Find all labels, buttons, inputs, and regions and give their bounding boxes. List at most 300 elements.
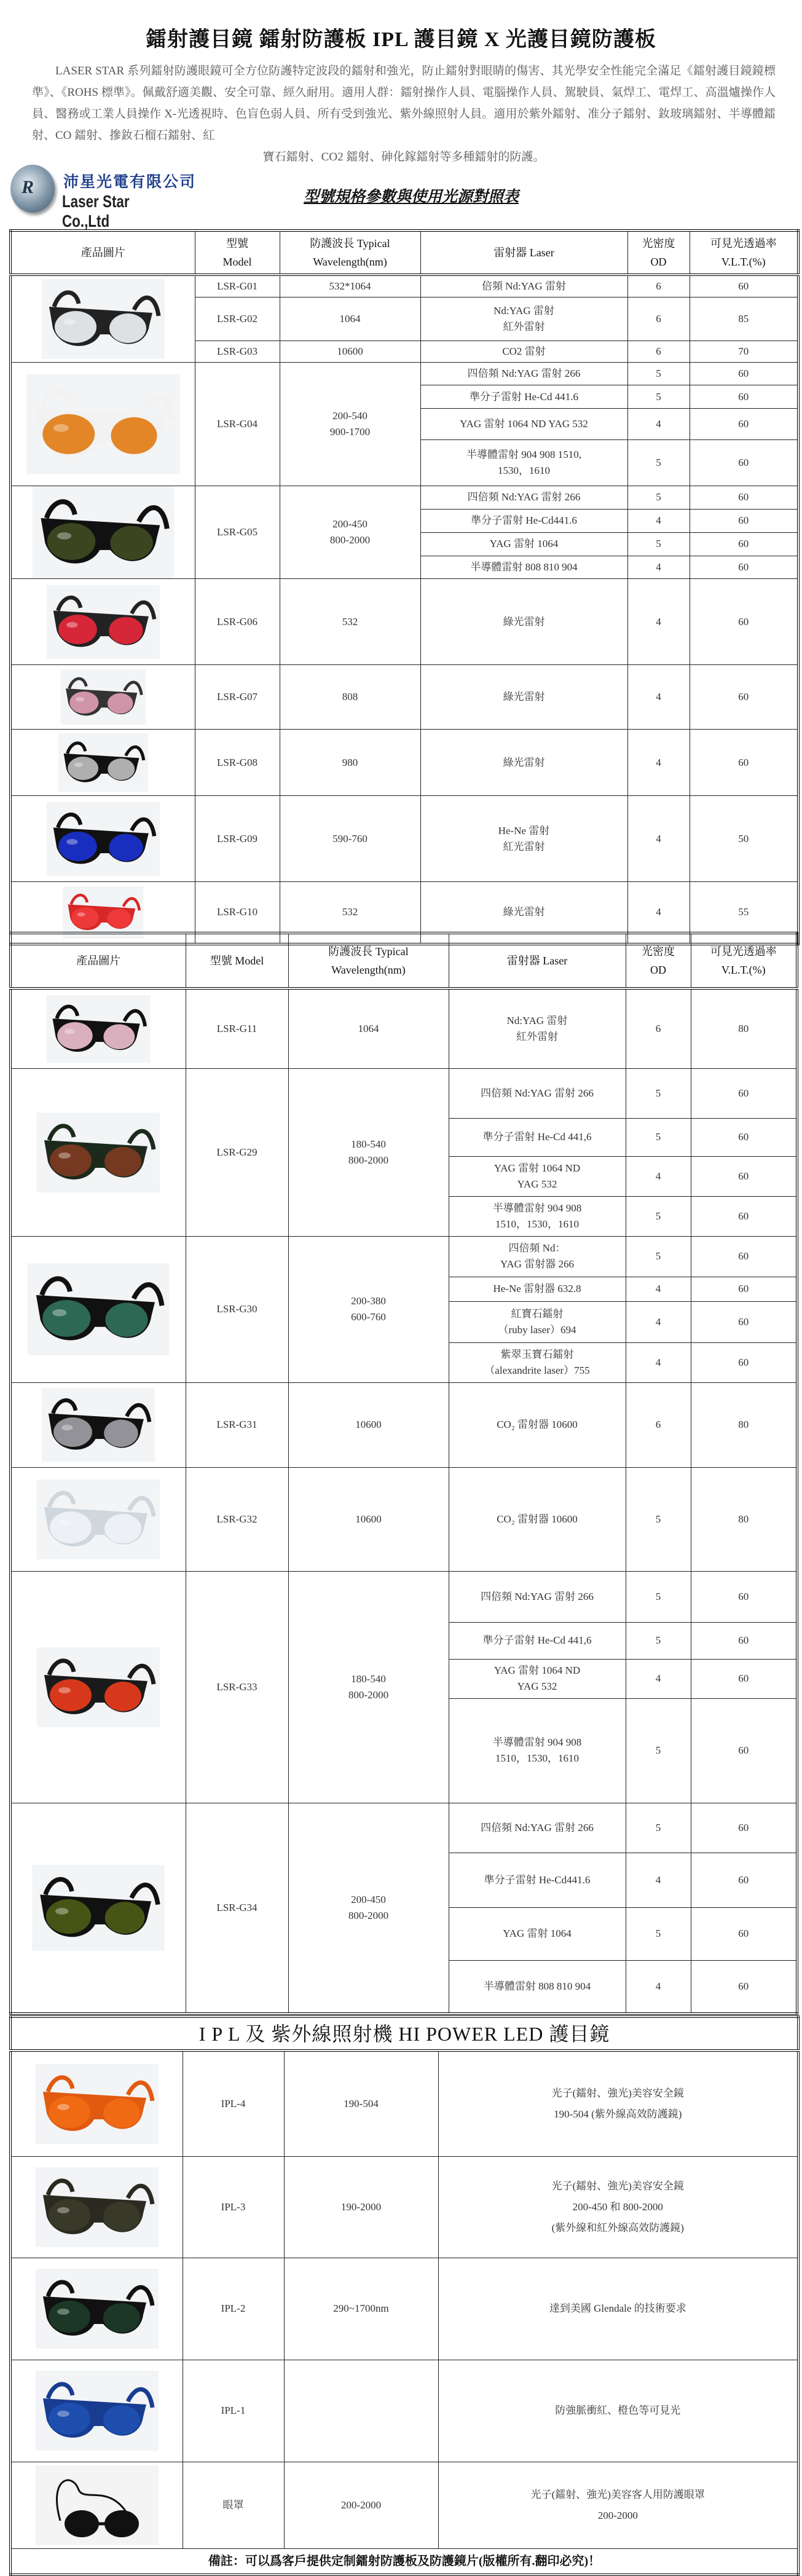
product-image — [14, 995, 184, 1063]
laser-cell — [420, 796, 627, 882]
model-cell — [183, 2050, 284, 2156]
vlt-cell — [691, 1803, 797, 1853]
vlt-cell — [690, 275, 798, 297]
model-number: IPL-3 — [221, 2200, 246, 2213]
header-laser — [449, 933, 626, 988]
text-line: 準分子雷射 He-Cd 441.6 — [469, 390, 579, 403]
laser-cell — [420, 409, 627, 439]
company-name-en: Laser Star Co.,Ltd — [62, 192, 130, 230]
intro-last-line: 寶石鐳射、CO2 鐳射、砷化鎵鐳射等多種鐳射的防護。 — [262, 151, 545, 163]
table-row — [10, 2258, 798, 2360]
table-row — [10, 275, 798, 297]
product-image — [14, 1865, 184, 1951]
text-line: 1530，1610 — [498, 464, 550, 476]
od-cell — [627, 409, 690, 439]
vlt-value: 60 — [738, 390, 749, 403]
od-value: 4 — [656, 691, 661, 703]
vlt-cell — [691, 1342, 797, 1382]
text-line: Wavelength(nm) — [313, 256, 387, 268]
wavelength-value: 190-2000 — [340, 2200, 382, 2213]
ipl-table — [9, 2015, 800, 2576]
od-value: 4 — [656, 906, 661, 918]
model-number: LSR-G08 — [216, 756, 258, 768]
text-line: 1510，1530，1610 — [495, 1752, 579, 1764]
text-line: 980 — [342, 756, 358, 768]
od-value: 4 — [656, 514, 661, 527]
od-value: 5 — [656, 491, 661, 503]
od-value: 6 — [655, 1419, 661, 1430]
header-laser — [420, 230, 627, 275]
od-value: 5 — [655, 1590, 661, 1602]
od-value: 4 — [656, 417, 661, 430]
text-line: 防強脈衝紅、橙色等可見光 — [555, 2405, 681, 2416]
product-image — [14, 886, 193, 939]
laser-cell — [449, 1622, 626, 1659]
wavelength-cell — [280, 341, 420, 362]
text-line: Wavelength(nm) — [331, 964, 406, 976]
model-number: LSR-G32 — [216, 1513, 258, 1525]
laser-cell — [449, 1659, 626, 1698]
vlt-cell — [690, 730, 798, 796]
product-image-cell — [10, 1068, 186, 1236]
wavelength-cell — [288, 1803, 449, 2014]
laser-cell — [420, 509, 627, 532]
model-cell — [183, 2462, 284, 2548]
laser-cell — [420, 532, 627, 556]
page-title: 鐳射護目鏡 鐳射防護板 IPL 護目鏡 X 光護目鏡防護板 — [146, 28, 656, 51]
model-cell — [186, 1467, 288, 1571]
od-value: 4 — [655, 1873, 661, 1886]
product-image — [14, 276, 193, 362]
vlt-value: 60 — [738, 756, 749, 768]
laser-cell — [449, 1853, 626, 1907]
model-cell — [183, 2360, 284, 2462]
text-line: OD — [650, 256, 667, 268]
od-value: 4 — [656, 561, 661, 573]
laser-cell — [420, 665, 627, 730]
text-line: 紅光雷射 — [503, 840, 545, 853]
table-row — [10, 2360, 798, 2462]
laser-cell — [449, 1236, 626, 1277]
vlt-cell — [690, 439, 798, 486]
text-line: 四倍頻 Nd:YAG 雷射 266 — [467, 368, 581, 380]
product-image-cell — [10, 2360, 183, 2462]
vlt-cell — [690, 363, 798, 385]
wavelength-value: 290~1700nm — [333, 2302, 389, 2314]
od-cell — [627, 532, 690, 556]
model-number: LSR-G33 — [216, 1680, 258, 1693]
spec-table-1 — [9, 229, 800, 945]
od-value: 5 — [655, 1210, 661, 1222]
model-number: LSR-G02 — [216, 312, 258, 325]
laser-cell — [449, 1382, 626, 1467]
text-line: CO₂ 雷射器 10600 — [497, 1419, 578, 1430]
company-logo — [10, 165, 207, 230]
text-line: 900-1700 — [329, 426, 371, 438]
model-number: LSR-G05 — [216, 526, 258, 538]
vlt-cell — [691, 1118, 797, 1156]
header-model — [186, 933, 288, 988]
text-line: 紅外雷射 — [503, 320, 545, 333]
product-image — [14, 1113, 184, 1192]
text-line: YAG 雷射 1064 ND — [493, 1664, 581, 1676]
od-cell — [626, 1960, 691, 2014]
text-line: 10600 — [337, 345, 363, 357]
model-number: LSR-G03 — [216, 345, 258, 357]
product-image — [14, 363, 193, 486]
laser-cell — [420, 297, 627, 341]
text-line: 準分子雷射 He-Cd441.6 — [471, 514, 577, 527]
table-row — [10, 1382, 797, 1467]
text-line: 200-380 — [351, 1295, 386, 1307]
product-image-cell — [10, 363, 195, 486]
text-line: 10600 — [355, 1513, 382, 1525]
text-line: YAG 532 — [517, 1680, 557, 1692]
od-value: 6 — [655, 1022, 661, 1034]
model-cell — [195, 579, 280, 665]
vlt-cell — [690, 665, 798, 730]
vlt-cell — [690, 409, 798, 439]
ipl-header-row — [10, 2017, 798, 2050]
text-line: 590-760 — [332, 832, 368, 845]
vlt-value: 50 — [738, 832, 749, 845]
text-line: 半導體雷射 904 908 — [492, 1736, 582, 1748]
wavelength-value: 200-2000 — [340, 2499, 382, 2511]
text-line: 800-2000 — [348, 1909, 389, 1921]
text-line: 型號 Model — [210, 955, 264, 967]
product-image-cell — [10, 796, 195, 882]
text-line: YAG 雷射 1064 ND — [493, 1162, 581, 1174]
od-cell — [626, 1156, 691, 1196]
text-line: 光密度 — [642, 945, 675, 958]
product-image-cell — [10, 1467, 186, 1571]
text-line: 半導體雷射 808 810 904 — [483, 1980, 591, 1992]
text-line: YAG 532 — [517, 1178, 557, 1190]
model-number: LSR-G11 — [216, 1022, 258, 1034]
laser-cell — [420, 579, 627, 665]
vlt-cell — [690, 579, 798, 665]
header-text: 產品圖片 — [81, 246, 125, 259]
product-image — [14, 802, 193, 876]
model-cell — [195, 730, 280, 796]
vlt-value: 60 — [738, 1672, 749, 1684]
od-value: 5 — [655, 1250, 661, 1262]
text-line: V.L.T.(%) — [721, 964, 766, 976]
text-line: 防護波長 Typical — [328, 945, 409, 958]
table-row — [10, 2462, 798, 2548]
header-text: 產品圖片 — [76, 955, 121, 967]
laser-cell — [449, 1960, 626, 2014]
model-number: LSR-G31 — [216, 1419, 258, 1430]
vlt-cell — [691, 1277, 797, 1301]
vlt-cell — [691, 1196, 797, 1236]
table-row — [10, 988, 797, 1068]
wavelength-cell — [288, 1571, 449, 1803]
text-line: 半導體雷射 904 908 1510, — [466, 448, 581, 460]
vlt-value: 60 — [738, 1250, 749, 1262]
od-cell — [627, 730, 690, 796]
od-cell — [626, 1659, 691, 1698]
product-image-cell — [10, 1571, 186, 1803]
text-line: 光子(鐳射、強光)美容安全鏡 — [551, 2180, 684, 2192]
od-cell — [626, 1853, 691, 1907]
text-line: 綠光雷射 — [503, 906, 545, 918]
vlt-value: 60 — [738, 1744, 749, 1756]
text-line: 綠光雷射 — [503, 756, 545, 768]
vlt-cell — [691, 1301, 797, 1342]
text-line: 準分子雷射 He-Cd441.6 — [484, 1873, 591, 1886]
vlt-value: 60 — [738, 1980, 749, 1992]
model-cell — [186, 988, 288, 1068]
logo-disc-icon — [10, 165, 55, 213]
laser-cell — [449, 1803, 626, 1853]
table-row — [10, 665, 798, 730]
vlt-value: 60 — [738, 1356, 749, 1368]
vlt-value: 70 — [738, 345, 749, 357]
table-row — [10, 1803, 797, 1853]
od-cell — [627, 556, 690, 579]
table-row — [10, 2156, 798, 2258]
vlt-value: 60 — [738, 1634, 749, 1646]
text-line: 1064 — [339, 312, 361, 325]
od-cell — [627, 509, 690, 532]
od-cell — [626, 1277, 691, 1301]
text-line: 四倍頻 Nd:YAG 雷射 266 — [467, 491, 581, 503]
model-number: LSR-G29 — [216, 1146, 258, 1158]
vlt-value: 60 — [738, 1210, 749, 1222]
product-image — [14, 1263, 184, 1355]
laser-cell — [420, 275, 627, 297]
vlt-cell — [691, 1571, 797, 1622]
model-cell — [186, 1382, 288, 1467]
text-line: 532*1064 — [329, 280, 371, 292]
product-image — [14, 2462, 181, 2548]
text-line: 180-540 — [351, 1138, 386, 1150]
wavelength-cell — [284, 2462, 438, 2548]
od-cell — [626, 1236, 691, 1277]
text-line: 倍頻 Nd:YAG 雷射 — [482, 280, 566, 292]
text-line: CO₂ 雷射器 10600 — [497, 1513, 578, 1525]
product-image — [14, 1647, 184, 1727]
laser-cell — [449, 1118, 626, 1156]
laser-cell — [420, 439, 627, 486]
model-number: LSR-G10 — [216, 906, 258, 918]
table-row — [10, 730, 798, 796]
description-cell — [438, 2360, 798, 2462]
vlt-cell — [690, 509, 798, 532]
text-line: 光子(鐳射、強光)美容安全鏡 — [551, 2087, 684, 2099]
model-number: LSR-G06 — [216, 615, 258, 628]
product-image-cell — [10, 730, 195, 796]
company-name-cn: 沛星光電有限公司 — [63, 173, 197, 191]
text-line: 準分子雷射 He-Cd 441,6 — [482, 1131, 592, 1143]
product-image — [14, 733, 193, 792]
laser-cell — [449, 1571, 626, 1622]
text-line: He-Ne 雷射器 632.8 — [493, 1283, 581, 1294]
text-line: 四倍頻 Nd:YAG 雷射 266 — [481, 1590, 594, 1602]
od-value: 5 — [656, 456, 661, 468]
table-subtitle: 型號規格參數與使用光源對照表 — [304, 189, 519, 205]
od-cell — [627, 665, 690, 730]
text-line: 1510，1530，1610 — [495, 1218, 579, 1230]
text-line: V.L.T.(%) — [721, 256, 766, 268]
description-cell — [438, 2258, 798, 2360]
vlt-value: 60 — [738, 368, 749, 380]
wavelength-cell — [280, 579, 420, 665]
text-line: YAG 雷射 1064 ND YAG 532 — [460, 417, 588, 430]
text-line: 808 — [342, 691, 358, 703]
header-od — [627, 230, 690, 275]
vlt-value: 80 — [738, 1419, 749, 1430]
text-line: 1064 — [358, 1022, 379, 1034]
product-image-cell — [10, 1236, 186, 1382]
text-line: 四倍頻 Nd:YAG 雷射 266 — [481, 1821, 594, 1834]
laser-cell — [449, 1467, 626, 1571]
wavelength-value: 190-504 — [344, 2097, 379, 2109]
od-value: 5 — [656, 368, 661, 380]
text-line: 10600 — [355, 1419, 382, 1430]
copyright-note: 備註：可以爲客戶提供定制鐳射防護板及防護鏡片(版權所有.翻印必究)！ — [10, 2548, 798, 2575]
product-image-cell — [10, 486, 195, 579]
vlt-value: 60 — [738, 691, 749, 703]
wavelength-cell — [288, 988, 449, 1068]
product-image-cell — [10, 275, 195, 363]
od-cell — [627, 486, 690, 510]
model-number: IPL-2 — [221, 2302, 246, 2314]
wavelength-cell — [280, 796, 420, 882]
text-line: 200-2000 — [597, 2509, 638, 2521]
product-image — [14, 1479, 184, 1559]
table-row — [10, 1236, 797, 1277]
wavelength-cell — [288, 1382, 449, 1467]
vlt-cell — [690, 385, 798, 409]
od-value: 4 — [655, 1315, 661, 1328]
note-row — [10, 2548, 798, 2575]
text-line: Nd:YAG 雷射 — [506, 1014, 568, 1026]
od-cell — [626, 1301, 691, 1342]
table-row — [10, 796, 798, 882]
text-line: 四倍頻 Nd:YAG 雷射 266 — [481, 1087, 594, 1099]
table-header-row — [10, 230, 798, 275]
wavelength-cell — [288, 1236, 449, 1382]
text-line: 紅寶石鐳射 — [511, 1307, 564, 1320]
od-value: 5 — [655, 1744, 661, 1756]
vlt-value: 60 — [738, 1873, 749, 1886]
product-image-cell — [10, 2258, 183, 2360]
text-line: 防護波長 Typical — [310, 237, 390, 250]
vlt-value: 60 — [738, 615, 749, 628]
vlt-cell — [690, 297, 798, 341]
vlt-value: 55 — [738, 906, 749, 918]
vlt-value: 60 — [738, 514, 749, 527]
text-line: 200-450 — [332, 518, 368, 530]
text-line: 532 — [342, 615, 358, 628]
model-cell — [195, 297, 280, 341]
header-image — [10, 933, 186, 988]
text-line: Model — [222, 256, 252, 268]
laser-cell — [449, 988, 626, 1068]
model-cell — [195, 486, 280, 579]
vlt-cell — [691, 1236, 797, 1277]
product-image — [14, 2164, 181, 2250]
wavelength-cell — [284, 2156, 438, 2258]
od-value: 6 — [656, 312, 661, 325]
text-line: 200-450 — [351, 1893, 386, 1905]
vlt-cell — [691, 1698, 797, 1803]
table-row — [10, 363, 798, 385]
laser-cell — [420, 385, 627, 409]
text-line: YAG 雷射 1064 — [503, 1928, 572, 1939]
vlt-value: 80 — [738, 1022, 749, 1034]
wavelength-cell — [284, 2360, 438, 2462]
header-text: 雷射器 Laser — [493, 246, 554, 259]
od-value: 4 — [655, 1356, 661, 1368]
od-cell — [627, 439, 690, 486]
text-line: YAG 雷射 1064 — [489, 538, 559, 550]
vlt-cell — [691, 1853, 797, 1907]
product-image — [14, 2368, 181, 2454]
od-cell — [627, 363, 690, 385]
text-line: 800-2000 — [348, 1688, 389, 1701]
text-line: 180-540 — [351, 1672, 386, 1685]
od-value: 5 — [656, 538, 661, 550]
laser-cell — [420, 730, 627, 796]
header-image — [10, 230, 195, 275]
text-line: 準分子雷射 He-Cd 441,6 — [482, 1634, 592, 1646]
text-line: 600-760 — [351, 1311, 386, 1323]
table-row — [10, 1571, 797, 1622]
vlt-value: 60 — [738, 417, 749, 430]
laser-cell — [420, 341, 627, 362]
model-number: LSR-G07 — [216, 691, 258, 703]
laser-cell — [420, 363, 627, 385]
vlt-value: 80 — [738, 1513, 749, 1525]
model-number: LSR-G01 — [216, 280, 258, 292]
text-line: OD — [650, 964, 666, 976]
vlt-value: 60 — [738, 561, 749, 573]
od-value: 4 — [655, 1672, 661, 1684]
od-value: 5 — [656, 390, 661, 403]
laser-cell — [449, 1196, 626, 1236]
laser-cell — [449, 1698, 626, 1803]
product-image-cell — [10, 665, 195, 730]
ipl-section-title: I P L 及 紫外線照射機 HI POWER LED 護目鏡 — [10, 2017, 798, 2050]
model-cell — [183, 2258, 284, 2360]
vlt-value: 60 — [738, 1170, 749, 1182]
model-cell — [186, 1068, 288, 1236]
model-number: LSR-G04 — [216, 418, 258, 430]
spec-table-2 — [9, 932, 798, 2015]
text-line: （alexandrite laser）755 — [484, 1364, 590, 1376]
model-number: LSR-G30 — [216, 1303, 258, 1315]
product-image-cell — [10, 1382, 186, 1467]
wavelength-cell — [280, 486, 420, 579]
laser-cell — [449, 1301, 626, 1342]
wavelength-cell — [288, 1068, 449, 1236]
product-image-cell — [10, 988, 186, 1068]
vlt-cell — [691, 1960, 797, 2014]
laser-cell — [449, 1342, 626, 1382]
text-line: 紫翠玉寶石鐳射 — [500, 1348, 574, 1360]
text-line: 200-540 — [332, 410, 368, 422]
od-value: 5 — [655, 1131, 661, 1143]
vlt-value: 60 — [738, 280, 749, 292]
header-vlt — [690, 230, 798, 275]
od-cell — [627, 385, 690, 409]
wavelength-cell — [288, 1467, 449, 1571]
od-cell — [626, 1118, 691, 1156]
description-cell — [438, 2156, 798, 2258]
